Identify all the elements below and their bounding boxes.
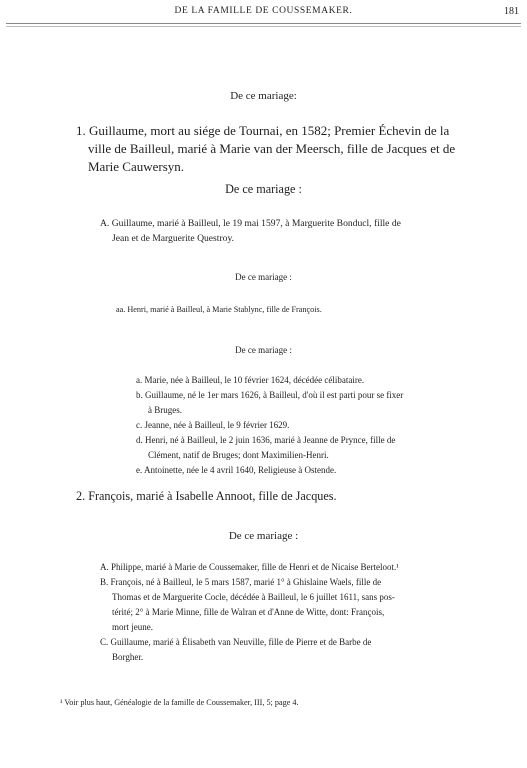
header-rule [6, 23, 521, 24]
list-item: A. Philippe, marié à Marie de Coussemaker, fille de Henri et de Nicaise Berteloot.¹ [100, 562, 399, 572]
running-header [0, 6, 527, 22]
list-item: Clément, natif de Bruges; dont Maximilien-Henri. [148, 450, 329, 460]
paragraph-line: Marie Cauwersyn. [88, 159, 185, 174]
list-item: d. Henri, né à Bailleul, le 2 juin 1636, marié à Jeanne de Prynce, fille de [136, 435, 396, 445]
list-item: térité; 2° à Marie Minne, fille de Walran et d'Anne de Witte, dont: François, [112, 607, 385, 617]
list-item: Borgher. [112, 652, 144, 662]
paragraph-line: Jean et de Marguerite Questroy. [112, 233, 235, 244]
paragraph-line: 1. Guillaume, mort au siége de Tournai, en 1582; Premier Échevin de la [76, 123, 450, 138]
section-heading: De ce mariage : [225, 182, 302, 196]
running-header-title: DE LA FAMILLE DE COUSSEMAKER. [174, 6, 353, 16]
list-item: c. Jeanne, née à Bailleul, le 9 février 1629. [136, 420, 290, 430]
list-item: b. Guillaume, né le 1er mars 1626, à Bailleul, d'où il est parti pour se fixer [136, 390, 404, 400]
section-heading: De ce mariage: [230, 90, 297, 102]
paragraph-line: aa. Henri, marié à Bailleul, à Marie Stablync, fille de François. [116, 305, 322, 314]
section-heading: De ce mariage : [235, 272, 292, 282]
list-item: C. Guillaume, marié à Élisabeth van Neuville, fille de Pierre et de Barbe de [100, 637, 372, 647]
section-heading: De ce mariage : [228, 530, 299, 542]
list-item: à Bruges. [148, 405, 182, 415]
list-item: a. Marie, née à Bailleul, le 10 février 1624, décédée célibataire. [136, 375, 365, 385]
footnote: ¹ Voir plus haut, Généalogie de la famille de Coussemaker, III, 5; page 4. [60, 698, 299, 707]
list-item: e. Antoinette, née le 4 avril 1640, Religieuse à Ostende. [136, 465, 337, 475]
paragraph-line: 2. François, marié à Isabelle Annoot, fille de Jacques. [76, 489, 337, 503]
page-number: 181 [504, 6, 519, 17]
list-item: B. François, né à Bailleul, le 5 mars 1587, marié 1° à Ghislaine Waels, fille de [100, 577, 382, 587]
header-rule-thin [6, 26, 521, 27]
paragraph-line: ville de Bailleul, marié à Marie van der Meersch, fille de Jacques et de [88, 141, 456, 156]
paragraph-line: A. Guillaume, marié à Bailleul, le 19 mai 1597, à Marguerite Bonducl, fille de [100, 218, 401, 229]
section-heading: De ce mariage : [235, 345, 292, 355]
list-item: Thomas et de Marguerite Cocle, décédée à Bailleul, le 6 juillet 1611, sans pos- [112, 592, 395, 602]
list-item: mort jeune. [112, 622, 153, 632]
